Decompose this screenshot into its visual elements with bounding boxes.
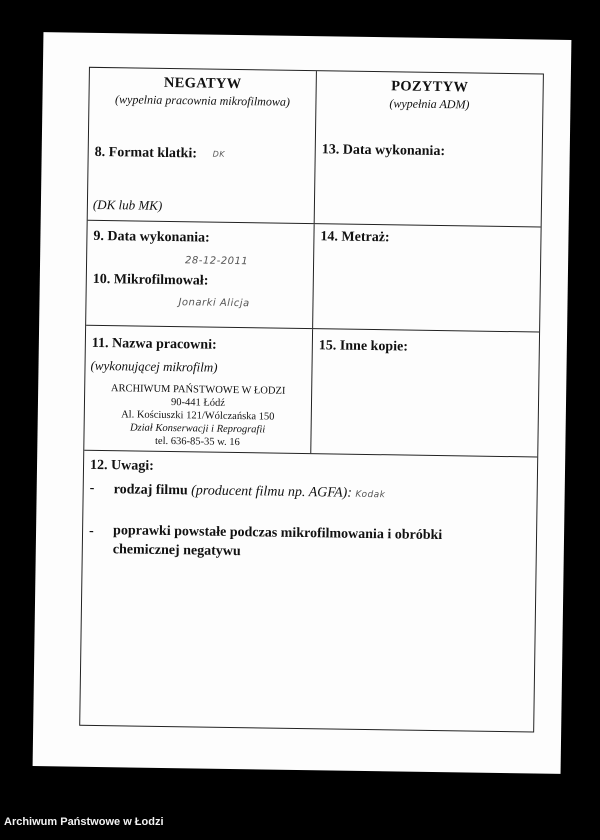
scanned-document-page — [33, 32, 572, 774]
film-type-value: Kodak — [355, 489, 386, 501]
data-wykonania-pozytyw-label: 13. Data wykonania: — [321, 142, 446, 160]
form-row-header — [88, 68, 543, 228]
negatyw-subtitle: (wypelnia pracownia mikrofilmowa) — [114, 92, 291, 109]
nazwa-pracowni-hint: (wykonującej mikrofilm) — [90, 357, 218, 375]
microfilm-form-table — [79, 67, 544, 733]
film-type-label: rodzaj filmu — [113, 482, 188, 499]
corrections-line-1: poprawki powstałe podczas mikrofilmowania i obróbki — [112, 523, 443, 544]
mikrofilmowal-label: 10. Mikrofilmował: — [92, 271, 209, 289]
negatyw-header-cell — [88, 68, 317, 223]
stamp-line-postcode: 90-441 Łódź — [170, 397, 226, 409]
format-klatki-hint: (DK lub MK) — [92, 196, 163, 213]
negatyw-title: NEGATYW — [163, 74, 242, 93]
format-klatki-value: DK — [212, 149, 226, 159]
uwagi-item-film-type — [114, 480, 386, 505]
uwagi-label: 12. Uwagi: — [89, 457, 154, 474]
form-row-workshop — [84, 326, 539, 458]
archive-watermark: Archiwum Państwowe w Łodzi — [4, 816, 164, 828]
data-wykonania-value: 28-12-2011 — [185, 255, 249, 268]
metraz-label: 14. Metraż: — [320, 229, 390, 246]
stamp-line-department: Dział Konserwacji i Reprografii — [129, 422, 266, 436]
data-wykonania-label: 9. Data wykonania: — [93, 228, 210, 246]
inne-kopie-label: 15. Inne kopie: — [318, 338, 409, 355]
stamp-line-address: Al. Kościuszki 121/Wólczańska 150 — [121, 409, 275, 423]
workshop-cell — [84, 326, 313, 453]
date-cell — [86, 221, 315, 328]
mikrofilmowal-signature: Jonarki Alicja — [178, 297, 250, 310]
metraz-cell — [313, 224, 541, 331]
nazwa-pracowni-label: 11. Nazwa pracowni: — [91, 335, 217, 353]
format-klatki-label: 8. Format klatki: — [94, 144, 198, 162]
pozytyw-subtitle: (wypełnia ADM) — [389, 96, 470, 112]
pozytyw-title: POZYTYW — [391, 78, 469, 96]
pozytyw-header-cell — [315, 71, 543, 226]
bullet-dash: - — [88, 523, 94, 539]
archive-stamp — [84, 382, 311, 450]
bullet-dash: - — [89, 480, 95, 496]
corrections-line-2: chemicznej negatywu — [112, 542, 241, 560]
form-row-uwagi — [80, 451, 537, 732]
form-row-date — [86, 221, 541, 333]
uwagi-item-corrections — [113, 521, 443, 564]
stamp-line-phone: tel. 636-85-35 w. 16 — [154, 435, 240, 449]
inne-kopie-cell — [311, 329, 539, 456]
film-type-hint: (producent filmu np. AGFA): — [191, 483, 353, 501]
stamp-line-name: ARCHIWUM PAŃSTWOWE W ŁODZI — [110, 383, 286, 397]
